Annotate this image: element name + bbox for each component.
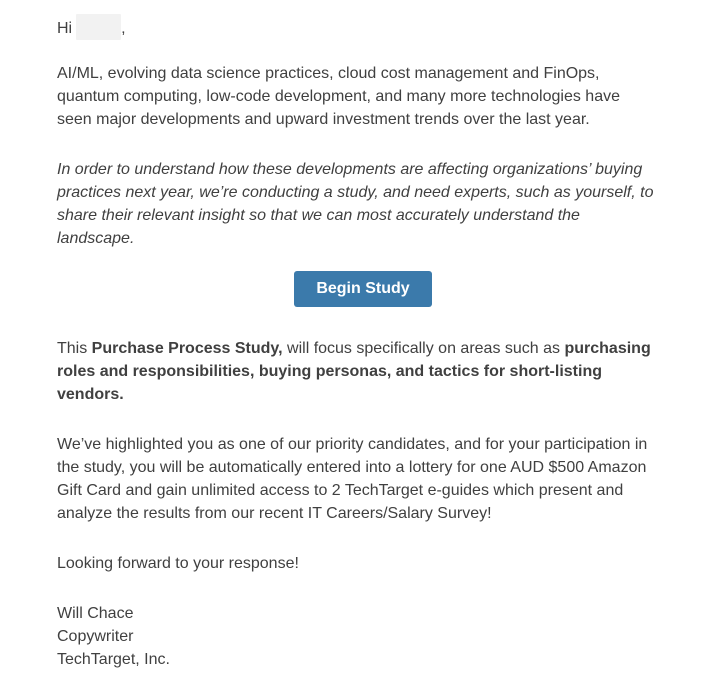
text-line: seen major developments and upward investment trends over the last year. bbox=[57, 111, 590, 128]
text-line: analyze the results from our recent IT Careers/Salary Survey! bbox=[57, 505, 492, 522]
text-line bbox=[57, 360, 669, 383]
text-line: This Purchase Process Study, will focus specifically on areas such as purchasing bbox=[57, 340, 651, 357]
redacted-recipient-name bbox=[76, 14, 121, 40]
bold-text: purchasing bbox=[564, 340, 651, 357]
begin-study-button[interactable]: Begin Study bbox=[294, 271, 431, 307]
text-line: landscape. bbox=[57, 230, 135, 247]
text-line: Gift Card and gain unlimited access to 2 TechTarget e-guides which present and bbox=[57, 482, 624, 499]
text-line: share their relevant insight so that we can most accurately understand the bbox=[57, 207, 580, 224]
incentive-paragraph bbox=[57, 433, 669, 525]
button-row bbox=[57, 271, 669, 307]
bold-text: roles and responsibilities, buying personas, and tactics for short-listing bbox=[57, 363, 602, 380]
study-purpose-paragraph bbox=[57, 158, 669, 250]
greeting-prefix: Hi bbox=[57, 20, 73, 37]
text-line: In order to understand how these developments are affecting organizations’ buying bbox=[57, 161, 643, 178]
bold-text: Purchase Process Study, bbox=[91, 340, 283, 357]
intro-paragraph bbox=[57, 62, 669, 131]
text-line: the study, you will be automatically entered into a lottery for one AUD $500 Amazon bbox=[57, 459, 647, 476]
closing-line bbox=[57, 552, 669, 575]
text-line bbox=[57, 383, 669, 406]
signature bbox=[57, 602, 669, 671]
signature-title: Copywriter bbox=[57, 628, 134, 645]
text-line: practices next year, we’re conducting a study, and need experts, such as yourself, to bbox=[57, 184, 654, 201]
greeting-comma: , bbox=[121, 20, 126, 37]
text-line: Looking forward to your response! bbox=[57, 555, 299, 572]
bold-text: vendors. bbox=[57, 386, 124, 403]
text-line: quantum computing, low-code development, and many more technologies have bbox=[57, 88, 620, 105]
email-top-section bbox=[57, 14, 669, 250]
greeting bbox=[57, 14, 669, 40]
text-line: We’ve highlighted you as one of our priority candidates, and for your participation in bbox=[57, 436, 648, 453]
signature-company: TechTarget, Inc. bbox=[57, 651, 170, 668]
study-focus-paragraph bbox=[57, 337, 669, 406]
signature-name: Will Chace bbox=[57, 605, 134, 622]
text-line: AI/ML, evolving data science practices, cloud cost management and FinOps, bbox=[57, 65, 600, 82]
email-bottom-section bbox=[57, 337, 669, 671]
